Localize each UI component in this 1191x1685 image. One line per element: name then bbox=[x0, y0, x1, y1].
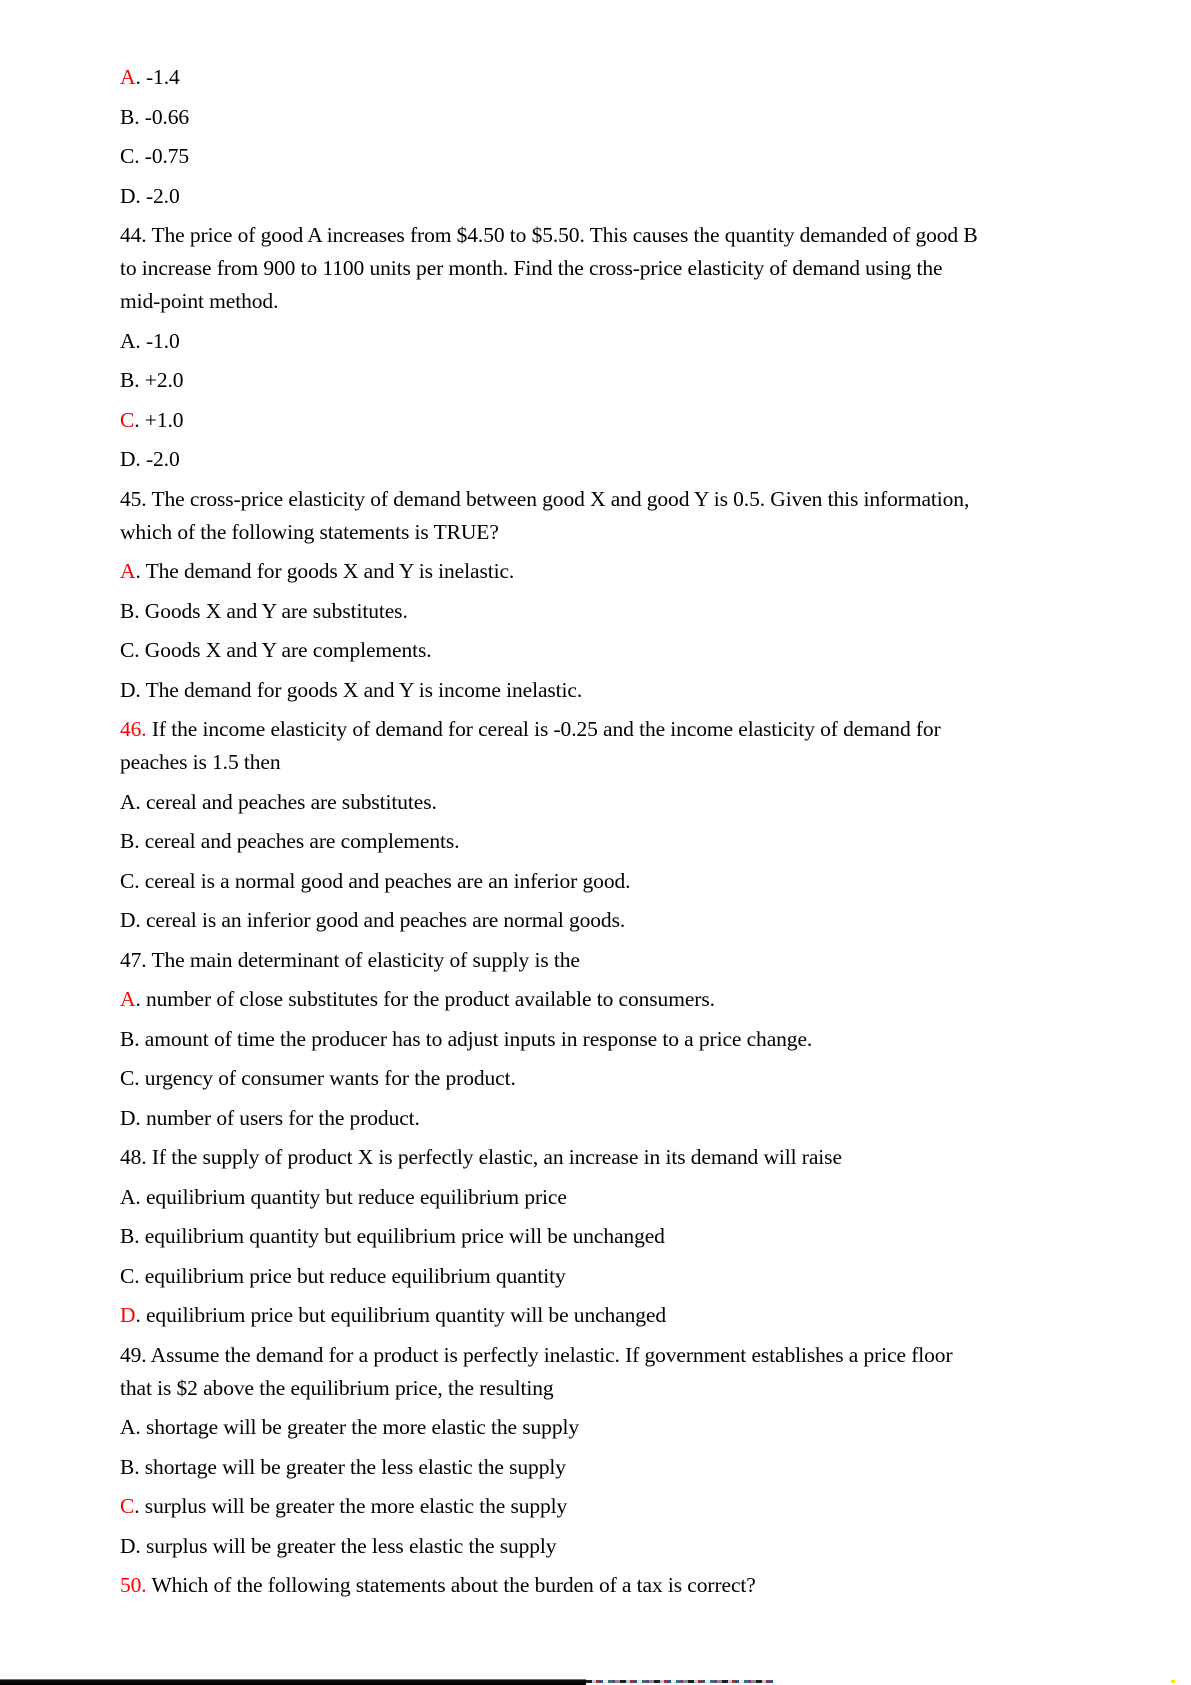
yellow-dot bbox=[1171, 1680, 1175, 1683]
line-text: . equilibrium price but equilibrium quantity will be unchanged bbox=[135, 1303, 667, 1327]
document-line bbox=[120, 1299, 978, 1332]
line-text: 44. The price of good A increases from $4.50 to $5.50. This causes the quantity demanded of good B bbox=[120, 223, 978, 247]
line-text: C. urgency of consumer wants for the product. bbox=[120, 1066, 516, 1090]
question-list bbox=[120, 61, 978, 1602]
line-text: D. number of users for the product. bbox=[120, 1105, 420, 1130]
document-line bbox=[120, 443, 978, 476]
document-line bbox=[120, 285, 978, 318]
line-text: 48. If the supply of product X is perfectly elastic, an increase in its demand will raise bbox=[120, 1145, 842, 1169]
line-text: A. cereal and peaches are substitutes. bbox=[120, 789, 437, 814]
answer-marker-red: C bbox=[120, 1494, 135, 1518]
line-text: to increase from 900 to 1100 units per month. Find the cross-price elasticity of demand using the bbox=[120, 256, 943, 280]
line-text: 47. The main determinant of elasticity of supply is the bbox=[120, 947, 580, 972]
line-text: 49. Assume the demand for a product is perfectly inelastic. If government establishes a price floor bbox=[120, 1342, 953, 1367]
document-line bbox=[120, 1411, 978, 1444]
line-text: . -1.4 bbox=[135, 65, 180, 89]
document-line bbox=[120, 1102, 978, 1135]
line-text: . The demand for goods X and Y is inelastic. bbox=[135, 559, 515, 583]
document-line bbox=[120, 1490, 978, 1523]
document-line bbox=[120, 1569, 978, 1602]
line-text: which of the following statements is TRUE? bbox=[120, 519, 499, 544]
document-line bbox=[120, 61, 978, 94]
document-line bbox=[120, 325, 978, 358]
answer-marker-red: A bbox=[120, 65, 136, 89]
line-text: B. Goods X and Y are substitutes. bbox=[120, 598, 408, 623]
document-line bbox=[120, 1372, 978, 1405]
line-text: A. equilibrium quantity but reduce equilibrium price bbox=[120, 1184, 567, 1209]
line-text: D. surplus will be greater the less elastic the supply bbox=[120, 1533, 557, 1558]
line-text: mid-point method. bbox=[120, 289, 279, 313]
document-line bbox=[120, 1023, 978, 1056]
document-line bbox=[120, 404, 978, 437]
line-text: 45. The cross-price elasticity of demand between good X and good Y is 0.5. Given this information, bbox=[120, 486, 970, 511]
line-text: peaches is 1.5 then bbox=[120, 750, 281, 774]
line-text: B. -0.66 bbox=[120, 104, 190, 129]
line-text: B. +2.0 bbox=[120, 368, 184, 392]
document-line bbox=[120, 364, 978, 397]
line-text: D. The demand for goods X and Y is income inelastic. bbox=[120, 677, 583, 702]
answer-marker-red: D bbox=[120, 1303, 136, 1327]
document-line bbox=[120, 1220, 978, 1253]
page-bottom-bar bbox=[0, 1679, 586, 1685]
line-text: . +1.0 bbox=[134, 407, 184, 432]
line-text: B. equilibrium quantity but equilibrium price will be unchanged bbox=[120, 1224, 665, 1248]
line-text: B. shortage will be greater the less elastic the supply bbox=[120, 1454, 566, 1479]
document-line bbox=[120, 180, 978, 213]
document-line bbox=[120, 674, 978, 707]
document-line bbox=[120, 825, 978, 858]
document-line bbox=[120, 865, 978, 898]
document-line bbox=[120, 1339, 978, 1372]
document-line bbox=[120, 219, 978, 252]
line-text: C. equilibrium price but reduce equilibrium quantity bbox=[120, 1263, 566, 1288]
line-text: C. -0.75 bbox=[120, 144, 190, 168]
document-line bbox=[120, 713, 978, 746]
document-line bbox=[120, 983, 978, 1016]
document-line bbox=[120, 595, 978, 628]
line-text: . number of close substitutes for the product available to consumers. bbox=[135, 987, 715, 1011]
document-line bbox=[120, 904, 978, 937]
line-text: A. shortage will be greater the more elastic the supply bbox=[120, 1415, 579, 1439]
answer-marker-red: A bbox=[120, 987, 136, 1011]
document-line bbox=[120, 634, 978, 667]
document-line bbox=[120, 252, 978, 285]
line-text: If the income elasticity of demand for cereal is -0.25 and the income elasticity of demand for bbox=[146, 717, 941, 741]
line-text: C. cereal is a normal good and peaches are an inferior good. bbox=[120, 868, 631, 893]
line-text: D. -2.0 bbox=[120, 183, 180, 208]
document-line bbox=[120, 483, 978, 516]
line-text: Which of the following statements about the burden of a tax is correct? bbox=[146, 1573, 756, 1597]
line-text: B. amount of time the producer has to adjust inputs in response to a price change. bbox=[120, 1026, 813, 1051]
document-line bbox=[120, 1260, 978, 1293]
document-line bbox=[120, 555, 978, 588]
line-text: A. -1.0 bbox=[120, 328, 180, 353]
line-text: . surplus will be greater the more elastic the supply bbox=[134, 1494, 568, 1518]
document-line bbox=[120, 944, 978, 977]
line-text: B. cereal and peaches are complements. bbox=[120, 829, 460, 853]
document-line bbox=[120, 1451, 978, 1484]
line-text: C. Goods X and Y are complements. bbox=[120, 638, 432, 662]
answer-marker-red: 46. bbox=[120, 717, 147, 741]
document-line bbox=[120, 786, 978, 819]
document-line bbox=[120, 746, 978, 779]
document-line bbox=[120, 101, 978, 134]
line-text: D. cereal is an inferior good and peaches are normal goods. bbox=[120, 908, 626, 932]
answer-marker-red: C bbox=[120, 407, 135, 432]
answer-marker-red: A bbox=[120, 559, 136, 583]
answer-marker-red: 50. bbox=[120, 1573, 147, 1597]
document-line bbox=[120, 1141, 978, 1174]
page-bottom-content-sliver bbox=[586, 1680, 773, 1683]
line-text: D. -2.0 bbox=[120, 447, 180, 471]
line-text: that is $2 above the equilibrium price, the resulting bbox=[120, 1375, 554, 1400]
document-line bbox=[120, 140, 978, 173]
document-line bbox=[120, 1062, 978, 1095]
document-line bbox=[120, 1530, 978, 1563]
document-line bbox=[120, 1181, 978, 1214]
document-line bbox=[120, 516, 978, 549]
